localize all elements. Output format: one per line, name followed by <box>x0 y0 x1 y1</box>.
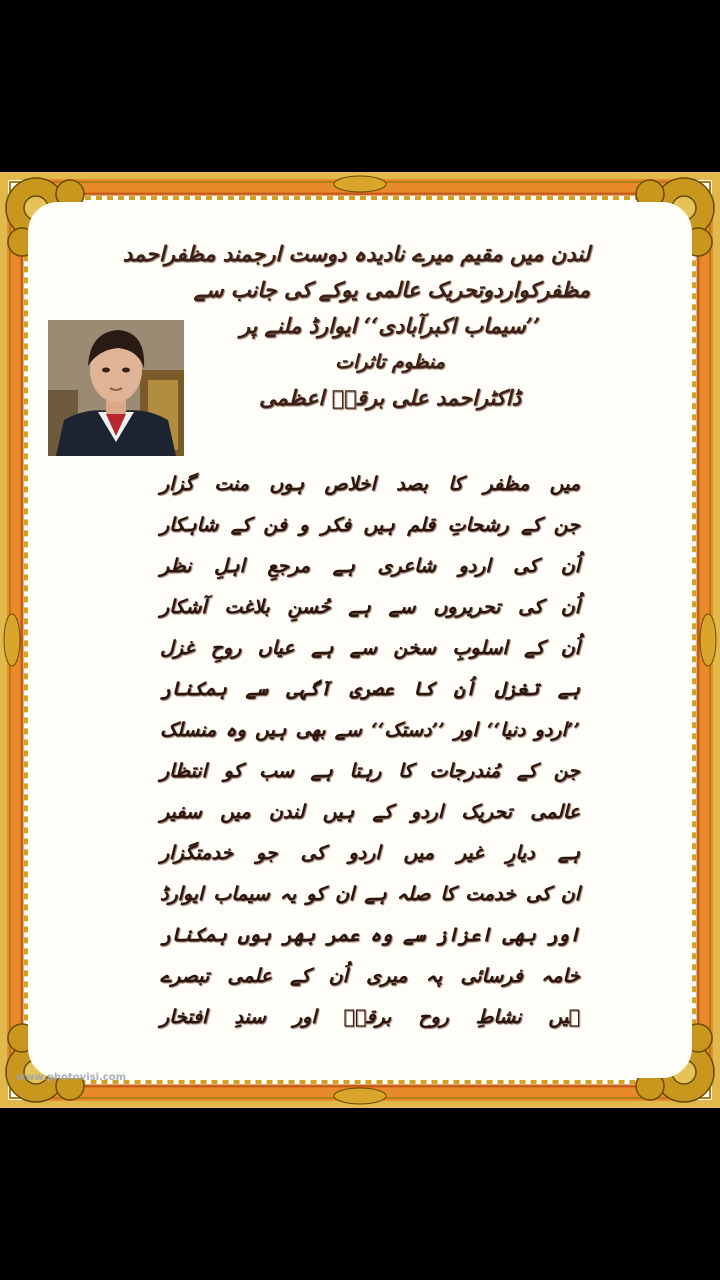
poem-line: اور بھی اعزاز سے وہ عمر بھر ہوں ہمکنار <box>160 924 580 946</box>
poem-line: میں مظفر کا بصد اخلاص ہوں منت گزار <box>160 473 581 495</box>
poem-line: اُن کی تحریروں سے ہے حُسنِ بلاغت آشکار <box>160 596 580 618</box>
poem-line: جن کے رشحاتِ قلم ہیں فکر و فن کے شاہکار <box>160 514 580 536</box>
title-line-2: مظفرکواردوتحریک عالمی یوکے کی جانب سے <box>193 277 590 302</box>
poem-line: ہیں نشاطِ روح برقیؔ اور سندِ افتخار <box>160 1006 580 1028</box>
poem-line: ’’اردو دنیا‘‘ اور ’’دستک‘‘ سے بھی ہیں وہ منسلک <box>160 719 580 741</box>
poem-line: جن کے مُندرجات کا رہتا ہے سب کو انتظار <box>160 760 580 782</box>
title-line-4: منظوم تاثرات <box>335 351 445 373</box>
poem-line: اُن کی اردو شاعری ہے مرجعِ اہلِ نظر <box>160 555 580 577</box>
document-card <box>0 172 720 1108</box>
title-line-1: لندن میں مقیم میرے نادیدہ دوست ارجمند مظفراحمد <box>122 241 590 266</box>
poem-line: خامہ فرسائی پہ میری اُن کے علمی تبصرے <box>160 965 580 987</box>
poem-line: ہے دیارِ غیر میں اردو کی جو خدمتگزار <box>160 842 580 864</box>
poem-line: ہے تغزل اُن کا عصری آگہی سے ہمکنار <box>160 678 580 700</box>
title-block <box>122 236 590 416</box>
poem-line: عالمی تحریک اردو کے ہیں لندن میں سفیر <box>160 801 580 823</box>
title-line-3: ’’سیماب اکبرآبادی‘‘ ایوارڈ ملنے پر <box>239 313 541 338</box>
poem-line: ان کی خدمت کا صلہ ہے ان کو یہ سیماب ایوارڈ <box>160 883 580 905</box>
author-name: ڈاکٹراحمد علی برقیؔ اعظمی <box>259 385 521 410</box>
author-photo <box>48 320 184 456</box>
watermark: www.photovisi.com <box>16 1072 127 1083</box>
poem-line: اُن کے اسلوبِ سخن سے ہے عیاں روحِ غزل <box>160 637 580 659</box>
poem <box>160 464 580 1038</box>
portrait-image <box>48 320 184 456</box>
